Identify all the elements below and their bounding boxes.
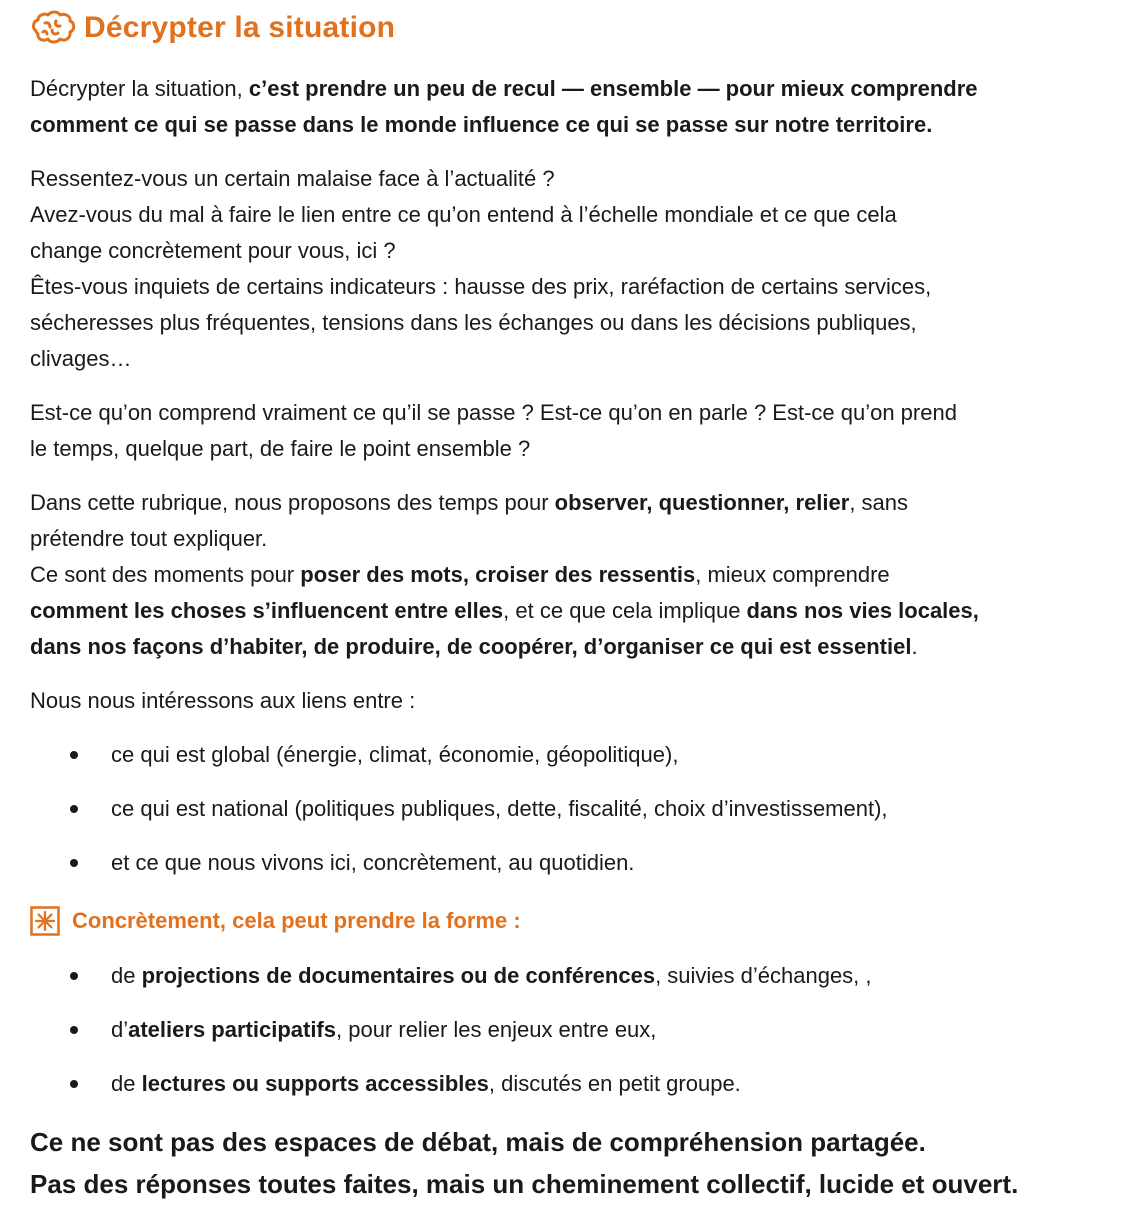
bullet-icon	[70, 805, 78, 813]
page-title: Décrypter la situation	[84, 11, 396, 44]
links-intro-text: Nous nous intéressons aux liens entre :	[30, 688, 416, 713]
form-bold-text: lectures ou supports accessibles	[141, 1071, 489, 1096]
question-line: Êtes-vous inquiets de certains indicateurs : hausse des prix, raréfaction de certains services,	[30, 274, 932, 299]
bullet-icon	[70, 1080, 78, 1088]
subhead-row	[30, 905, 521, 937]
brain-icon	[30, 10, 76, 46]
intro-line-1	[30, 71, 1100, 107]
list-item-text	[111, 958, 872, 994]
form-pre-text: de	[111, 1071, 142, 1096]
reflection-line: Est-ce qu’on comprend vraiment ce qu’il se passe ? Est-ce qu’on en parle ? Est-ce qu’on prend	[30, 400, 957, 425]
intro-bold-text: c’est prendre un peu de recul — ensemble — pour mieux comprendre	[248, 76, 978, 101]
rubric-line-5	[30, 629, 1100, 665]
asterisk-box-icon	[30, 906, 60, 936]
rubric-text: .	[911, 634, 918, 659]
question-line: clivages…	[30, 346, 132, 371]
rubric-text: Ce sont des moments pour	[30, 562, 301, 587]
form-post-text: , suivies d’échanges, ,	[655, 963, 872, 988]
bullet-icon	[70, 751, 78, 759]
question-line: Ressentez-vous un certain malaise face à l’actualité ?	[30, 166, 555, 191]
rubric-bold-text: poser des mots, croiser des ressentis	[300, 562, 696, 587]
intro-paragraph	[30, 71, 1100, 143]
subheading: Concrètement, cela peut prendre la forme :	[72, 908, 521, 933]
title-row	[30, 8, 395, 48]
bullet-icon	[70, 859, 78, 867]
list-item-text	[111, 1012, 656, 1048]
list-item-text: ce qui est global (énergie, climat, économie, géopolitique),	[111, 742, 679, 767]
list-item-text	[111, 1066, 741, 1102]
reflection-paragraph	[30, 395, 1100, 467]
form-pre-text: d’	[111, 1017, 129, 1042]
rubric-bold-text: dans nos vies locales,	[746, 598, 979, 623]
rubric-bold-text: dans nos façons d’habiter, de produire, de coopérer, d’organiser ce qui est essentiel	[30, 634, 912, 659]
rubric-text: , sans	[849, 490, 909, 515]
bullet-icon	[70, 972, 78, 980]
links-intro	[30, 683, 1100, 719]
intro-line-2	[30, 107, 1100, 143]
rubric-line-4	[30, 593, 1100, 629]
rubric-line-3	[30, 557, 1100, 593]
form-pre-text: de	[111, 963, 142, 988]
form-post-text: , discutés en petit groupe.	[488, 1071, 741, 1096]
rubric-line-2: prétendre tout expliquer.	[30, 526, 268, 551]
question-line: sécheresses plus fréquentes, tensions dans les échanges ou dans les décisions publiques,	[30, 310, 917, 335]
intro-text: Décrypter la situation,	[30, 76, 249, 101]
bullet-icon	[70, 1026, 78, 1034]
questions-paragraph	[30, 161, 1100, 377]
form-bold-text: projections de documentaires ou de conférences	[141, 963, 656, 988]
rubric-text: , mieux comprendre	[695, 562, 890, 587]
reflection-line: le temps, quelque part, de faire le point ensemble ?	[30, 436, 531, 461]
list-item-text: et ce que nous vivons ici, concrètement, au quotidien.	[111, 850, 635, 875]
question-line: Avez-vous du mal à faire le lien entre ce qu’on entend à l’échelle mondiale et ce que cela	[30, 202, 897, 227]
form-post-text: , pour relier les enjeux entre eux,	[336, 1017, 657, 1042]
rubric-bold-text: comment les choses s’influencent entre elles	[30, 598, 504, 623]
closing-line-1: Ce ne sont pas des espaces de débat, mais de compréhension partagée.	[30, 1127, 926, 1157]
closing-line-2: Pas des réponses toutes faites, mais un cheminement collectif, lucide et ouvert.	[30, 1169, 1019, 1199]
rubric-line-1	[30, 485, 1100, 521]
form-bold-text: ateliers participatifs	[128, 1017, 336, 1042]
rubric-paragraph	[30, 485, 1100, 665]
intro-bold-text: comment ce qui se passe dans le monde influence ce qui se passe sur notre territoire.	[30, 112, 933, 137]
rubric-bold-text: observer, questionner, relier	[554, 490, 850, 515]
list-item-text: ce qui est national (politiques publiques, dette, fiscalité, choix d’investissement),	[111, 796, 888, 821]
question-line: change concrètement pour vous, ici ?	[30, 238, 396, 263]
rubric-text: , et ce que cela implique	[503, 598, 747, 623]
rubric-text: Dans cette rubrique, nous proposons des temps pour	[30, 490, 555, 515]
